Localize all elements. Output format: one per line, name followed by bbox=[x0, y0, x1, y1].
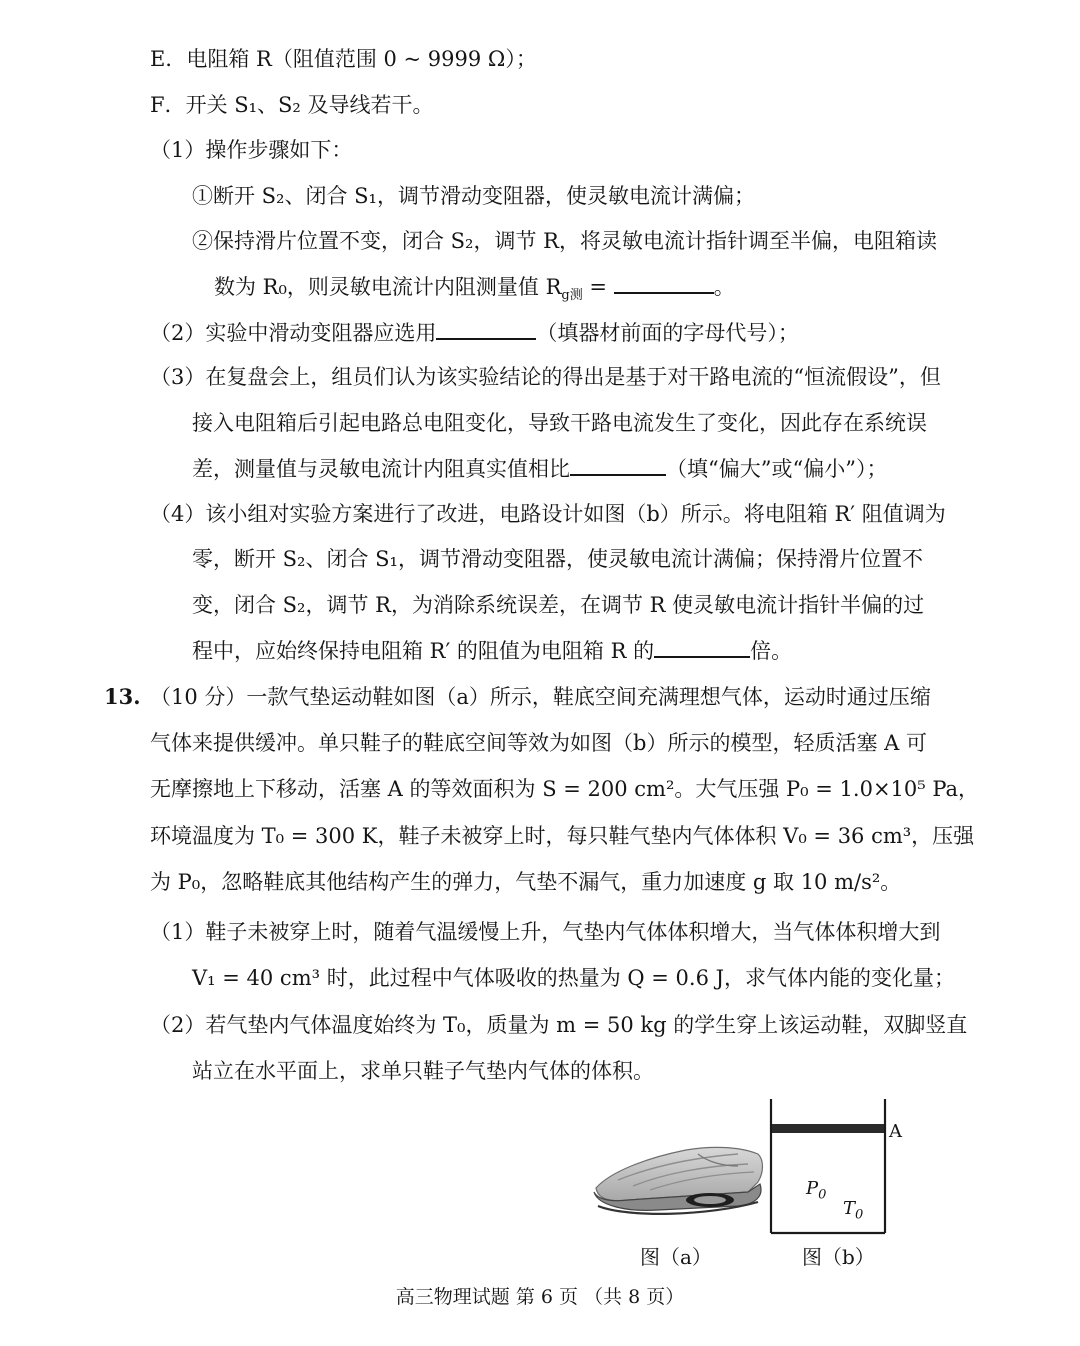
pressure-symbol: P bbox=[806, 1178, 819, 1199]
q12-part3-line2: 接入电阻箱后引起电路总电阻变化，导致干路电流发生了变化，因此存在系统误 bbox=[192, 411, 927, 435]
question-13-number: 13. bbox=[104, 684, 141, 709]
q12-part4-end: 倍。 bbox=[750, 639, 793, 663]
q13-line2: 气体来提供缓冲。单只鞋子的鞋底空间等效为如图（b）所示的模型，轻质活塞 A 可 bbox=[150, 731, 927, 755]
q12-part4-text: 程中，应始终保持电阻箱 R′ 的阻值为电阻箱 R 的 bbox=[192, 639, 655, 663]
shoe-figure bbox=[588, 1140, 768, 1222]
q12-step2-text: 数为 R₀，则灵敏电流计内阻测量值 R bbox=[214, 275, 562, 299]
q12-step1: ①断开 S₂、闭合 S₁，调节滑动变阻器，使灵敏电流计满偏； bbox=[192, 184, 755, 208]
answer-blank-4 bbox=[654, 636, 750, 658]
q12-part3-line3 bbox=[192, 454, 887, 483]
q12-part2 bbox=[150, 318, 799, 347]
page-footer: 高三物理试题 第 6 页 （共 8 页） bbox=[395, 1286, 685, 1308]
temperature-label bbox=[843, 1196, 863, 1229]
q13-line1: （10 分）一款气垫运动鞋如图（a）所示，鞋底空间充满理想气体，运动时通过压缩 bbox=[150, 685, 931, 709]
q13-sub1-line2: V₁ = 40 cm³ 时，此过程中气体吸收的热量为 Q = 0.6 J，求气体内能的变化量； bbox=[192, 966, 956, 990]
q13-line3: 无摩擦地上下移动，活塞 A 的等效面积为 S = 200 cm²。大气压强 P₀ = 1.0×10⁵ Pa， bbox=[150, 777, 980, 801]
q12-part3-text: 差，测量值与灵敏电流计内阻真实值相比 bbox=[192, 457, 570, 481]
option-e: E．电阻箱 R（阻值范围 0 ~ 9999 Ω）； bbox=[150, 47, 537, 71]
q12-part3-hint: （填“偏大”或“偏小”）； bbox=[666, 457, 888, 481]
q12-part2-text: （2）实验中滑动变阻器应选用 bbox=[150, 321, 437, 345]
figure-b-caption: 图（b） bbox=[802, 1245, 875, 1269]
q13-sub1-line1: （1）鞋子未被穿上时，随着气温缓慢上升，气垫内气体体积增大，当气体体积增大到 bbox=[150, 920, 941, 944]
q13-sub2-line2: 站立在水平面上，求单只鞋子气垫内气体的体积。 bbox=[192, 1059, 654, 1083]
pressure-subscript: 0 bbox=[818, 1187, 827, 1203]
pressure-label bbox=[806, 1176, 826, 1209]
q12-step2-line1: ②保持滑片位置不变，闭合 S₂，调节 R，将灵敏电流计指针调至半偏，电阻箱读 bbox=[192, 229, 937, 253]
q12-part4-line3: 变，闭合 S₂，调节 R，为消除系统误差，在调节 R 使灵敏电流计指针半偏的过 bbox=[192, 593, 925, 617]
q12-part3-line1: （3）在复盘会上，组员们认为该实验结论的得出是基于对干路电流的“恒流假设”，但 bbox=[150, 365, 941, 389]
q12-part1-title: （1）操作步骤如下： bbox=[150, 138, 353, 162]
q12-part4-line2: 零，断开 S₂、闭合 S₁，调节滑动变阻器，使灵敏电流计满偏；保持滑片位置不 bbox=[192, 547, 923, 571]
figure-a-caption: 图（a） bbox=[640, 1245, 712, 1269]
piston bbox=[772, 1124, 884, 1133]
q13-line4: 环境温度为 T₀ = 300 K，鞋子未被穿上时，每只鞋气垫内气体体积 V₀ = 36 cm³，压强 bbox=[150, 824, 975, 848]
q12-step2-subscript: g测 bbox=[561, 288, 583, 304]
gas-cylinder-figure bbox=[765, 1095, 915, 1237]
option-f: F．开关 S₁、S₂ 及导线若干。 bbox=[150, 93, 434, 117]
q12-step2-end: 。 bbox=[713, 275, 735, 299]
q12-part4-line1: （4）该小组对实验方案进行了改进，电路设计如图（b）所示。将电阻箱 R′ 阻值调为 bbox=[150, 502, 946, 526]
q13-line5: 为 P₀，忽略鞋底其他结构产生的弹力，气垫不漏气，重力加速度 g 取 10 m/s²。 bbox=[150, 870, 902, 894]
q12-part2-hint: （填器材前面的字母代号）； bbox=[536, 321, 799, 345]
temperature-symbol: T bbox=[843, 1198, 856, 1219]
q12-step2-line2 bbox=[214, 272, 735, 310]
q13-sub2-line1: （2）若气垫内气体温度始终为 T₀，质量为 m = 50 kg 的学生穿上该运动鞋，双脚竖直 bbox=[150, 1013, 968, 1037]
answer-blank-3 bbox=[570, 454, 666, 476]
answer-blank-1 bbox=[614, 272, 714, 294]
q12-step2-equals: = bbox=[582, 275, 608, 299]
answer-blank-2 bbox=[436, 318, 536, 340]
piston-label: A bbox=[889, 1121, 902, 1142]
q12-part4-line4 bbox=[192, 636, 792, 665]
temperature-subscript: 0 bbox=[855, 1207, 864, 1223]
